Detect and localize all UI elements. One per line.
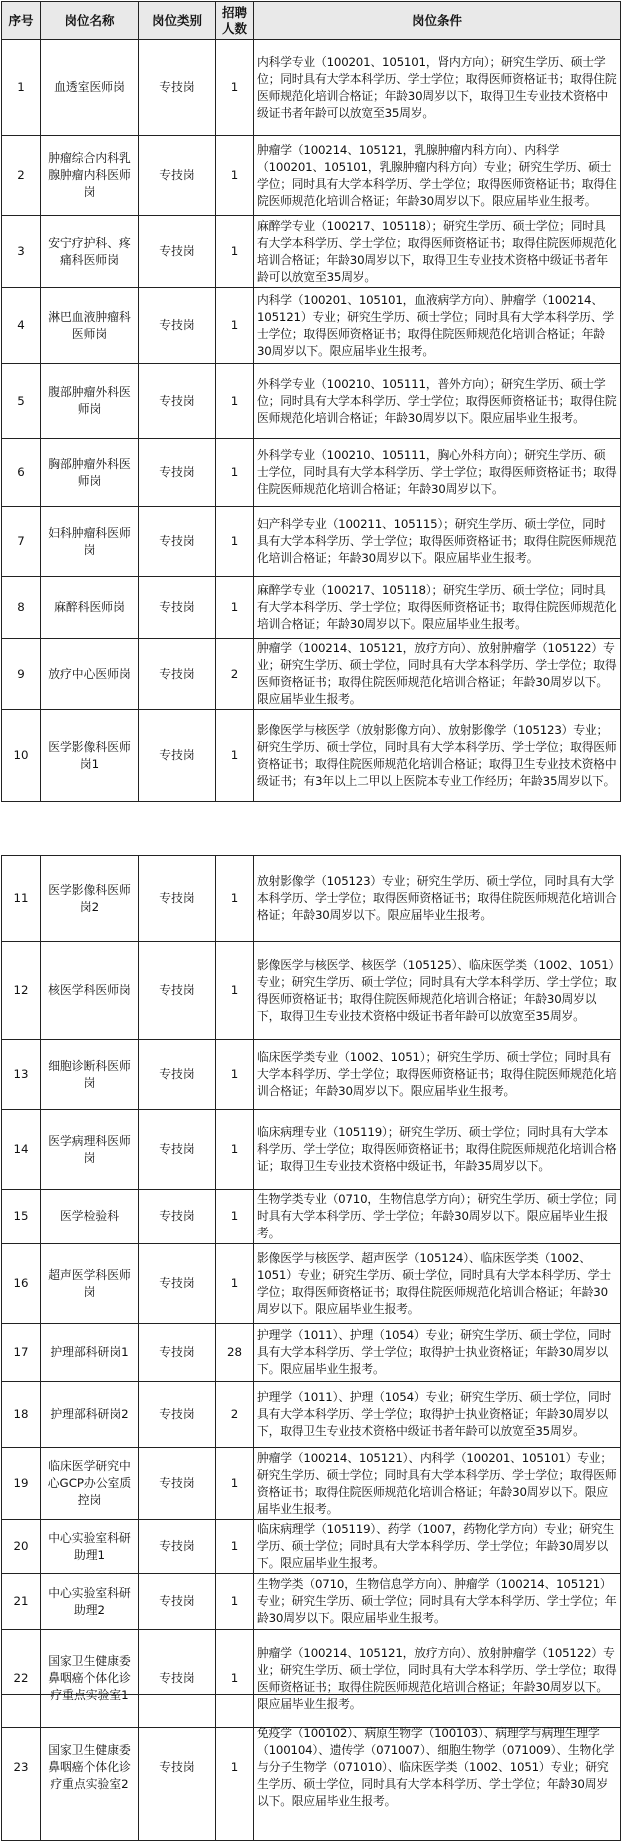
- row-count: 1: [216, 1110, 254, 1190]
- row-type: 专技岗: [139, 288, 216, 364]
- table-row: [2, 942, 621, 1040]
- row-seq: 23: [2, 1695, 41, 1841]
- row-seq: 12: [2, 942, 41, 1040]
- header-seq: 序号: [2, 2, 41, 40]
- table-row: [2, 1040, 621, 1110]
- row-seq: 4: [2, 288, 41, 364]
- row-count: 1: [216, 577, 254, 639]
- header-cond: 岗位条件: [254, 2, 621, 40]
- row-seq: 18: [2, 1382, 41, 1448]
- table-row: [2, 439, 621, 507]
- table-row: [2, 1324, 621, 1382]
- row-seq: 21: [2, 1574, 41, 1630]
- row-seq: 1: [2, 40, 41, 136]
- row-seq: 17: [2, 1324, 41, 1382]
- row-cond: 妇产科学专业（100211、105115）；研究生学历、硕士学位，同时具有大学本科学历、学士学位；取得医师资格证书；取得住院医师规范化培训合格证；年龄30周岁以下。限应届毕业生报考。: [254, 507, 621, 577]
- row-cond: 肿瘤学（100214、105121，乳腺肿瘤内科方向）、内科学（100201、105101，乳腺肿瘤内科方向）专业；研究生学历、硕士学位；同时具有大学本科学历、学士学位；取得医师资格证书；取得住院医师规范化培训合格证；年龄30周岁以下。限应届毕业生报考。: [254, 136, 621, 216]
- row-name: 放疗中心医师岗: [41, 639, 139, 710]
- row-type: 专技岗: [139, 1448, 216, 1520]
- row-type: 专技岗: [139, 1695, 216, 1841]
- row-seq: 11: [2, 856, 41, 942]
- row-name: 中心实验室科研助理2: [41, 1574, 139, 1630]
- row-name: 腹部肿瘤外科医师岗: [41, 364, 139, 439]
- table-row: [2, 1382, 621, 1448]
- row-seq: 7: [2, 507, 41, 577]
- row-name: 超声医学科医师岗: [41, 1244, 139, 1324]
- row-type: 专技岗: [139, 1324, 216, 1382]
- table-header-row: [2, 2, 621, 40]
- row-cond: 肿瘤学（100214、105121）、内科学（100201、105101）专业；研究生学历、硕士学位；同时具有大学本科学历、学士学位；取得医师资格证书；取得住院医师规范化培训合格证；年龄30周岁以下。限应届毕业生报考。: [254, 1448, 621, 1520]
- table-row: [2, 639, 621, 710]
- header-name: 岗位名称: [41, 2, 139, 40]
- table-row: [2, 1244, 621, 1324]
- row-name: 医学影像科医师岗1: [41, 710, 139, 802]
- row-name: 临床医学研究中心GCP办公室质控岗: [41, 1448, 139, 1520]
- row-cond: 放射影像学（105123）专业；研究生学历、硕士学位，同时具有大学本科学历、学士学位；取得医师资格证书；取得住院医师规范化培训合格证；年龄30周岁以下。限应届毕业生报考。: [254, 856, 621, 942]
- row-type: 专技岗: [139, 507, 216, 577]
- row-name: 护理部科研岗1: [41, 1324, 139, 1382]
- row-cond: 肿瘤学（100214、105121，放疗方向）、放射肿瘤学（105122）专业；研究生学历、硕士学位，同时具有大学本科学历、学士学位；取得医师资格证书；取得住院医师规范化培训合格证；年龄30周岁以下。限应届毕业生报考。: [254, 1630, 621, 1728]
- row-type: 专技岗: [139, 1110, 216, 1190]
- row-count: 1: [216, 507, 254, 577]
- row-name: 妇科肿瘤科医师岗: [41, 507, 139, 577]
- row-seq: 13: [2, 1040, 41, 1110]
- row-seq: 22: [2, 1630, 41, 1728]
- row-type: 专技岗: [139, 439, 216, 507]
- table-row: [2, 507, 621, 577]
- row-count: 28: [216, 1324, 254, 1382]
- row-seq: 10: [2, 710, 41, 802]
- row-seq: 3: [2, 216, 41, 288]
- row-cond: 临床医学类专业（1002、1051）；研究生学历、硕士学位；同时具有大学本科学历、学士学位；取得医师资格证书；取得住院医师规范化培训合格证；年龄30周岁以下。限应届毕业生报考。: [254, 1040, 621, 1110]
- row-count: 1: [216, 1630, 254, 1728]
- row-cond: 护理学（1011）、护理（1054）专业；研究生学历、硕士学位，同时具有大学本科学历、学士学位；取得护士执业资格证；年龄30周岁以下。限应届毕业生报考。: [254, 1324, 621, 1382]
- row-count: 1: [216, 710, 254, 802]
- row-name: 安宁疗护科、疼痛科医师岗: [41, 216, 139, 288]
- row-count: 2: [216, 1382, 254, 1448]
- row-type: 专技岗: [139, 1630, 216, 1728]
- row-cond: 影像医学与核医学、核医学（105125）、临床医学类（1002、1051）专业；研究生学历、硕士学位；同时具有大学本科学历、学士学位；取得医师资格证书；取得住院医师规范化培训合格证；年龄30周岁以下，取得卫生专业技术资格中级证书者年龄可以放宽至35周岁。: [254, 942, 621, 1040]
- positions-table-part-3: [1, 1694, 621, 1841]
- row-type: 专技岗: [139, 856, 216, 942]
- row-count: 1: [216, 288, 254, 364]
- row-seq: 9: [2, 639, 41, 710]
- row-type: 专技岗: [139, 1040, 216, 1110]
- row-count: 1: [216, 439, 254, 507]
- row-count: 1: [216, 1190, 254, 1244]
- row-count: 1: [216, 216, 254, 288]
- row-name: 胸部肿瘤外科医师岗: [41, 439, 139, 507]
- positions-table-part-1: [1, 1, 621, 802]
- row-name: 麻醉科医师岗: [41, 577, 139, 639]
- table-row: [2, 288, 621, 364]
- row-cond: 麻醉学专业（100217、105118）；研究生学历、硕士学位；同时具有大学本科学历、学士学位；取得医师资格证书；取得住院医师规范化培训合格证；年龄30周岁以下，取得卫生专业技术资格中级证书者年龄可以放宽至35周岁。: [254, 216, 621, 288]
- row-type: 专技岗: [139, 1574, 216, 1630]
- row-type: 专技岗: [139, 1190, 216, 1244]
- table-row: [2, 216, 621, 288]
- row-cond: 生物学类（0710，生物信息学方向）、肿瘤学（100214、105121）专业；研究生学历、硕士学位；同时具有大学本科学历、学士学位；年龄30周岁以下。限应届毕业生报考。: [254, 1574, 621, 1630]
- header-count: 招聘人数: [216, 2, 254, 40]
- row-cond: 内科学（100201、105101，血液病学方向）、肿瘤学（100214、105121）专业；研究生学历、硕士学位；同时具有大学本科学历、学士学位；取得医师资格证书；取得住院医师规范化培训合格证；年龄30周岁以下。限应届毕业生报考。: [254, 288, 621, 364]
- row-seq: 20: [2, 1520, 41, 1574]
- row-cond: 外科学专业（100210、105111，胸心外科方向）；研究生学历、硕士学位，同时具有大学本科学历、学士学位；取得医师资格证书；取得住院医师规范化培训合格证；年龄30周岁以下。: [254, 439, 621, 507]
- row-seq: 8: [2, 577, 41, 639]
- table-row: [2, 364, 621, 439]
- row-count: 2: [216, 639, 254, 710]
- row-type: 专技岗: [139, 710, 216, 802]
- table-row: [2, 1520, 621, 1574]
- row-seq: 2: [2, 136, 41, 216]
- row-name: 国家卫生健康委鼻咽癌个体化诊疗重点实验室1: [41, 1630, 139, 1728]
- row-name: 国家卫生健康委鼻咽癌个体化诊疗重点实验室2: [41, 1695, 139, 1841]
- row-seq: 6: [2, 439, 41, 507]
- row-count: 1: [216, 1040, 254, 1110]
- row-type: 专技岗: [139, 136, 216, 216]
- row-count: 1: [216, 1244, 254, 1324]
- row-count: 1: [216, 1520, 254, 1574]
- row-type: 专技岗: [139, 40, 216, 136]
- row-seq: 19: [2, 1448, 41, 1520]
- row-seq: 14: [2, 1110, 41, 1190]
- table-row: [2, 1110, 621, 1190]
- row-seq: 15: [2, 1190, 41, 1244]
- row-name: 医学检验科: [41, 1190, 139, 1244]
- row-type: 专技岗: [139, 577, 216, 639]
- row-name: 肿瘤综合内科乳腺肿瘤内科医师岗: [41, 136, 139, 216]
- table-row: [2, 577, 621, 639]
- table-row: [2, 710, 621, 802]
- table-row: [2, 136, 621, 216]
- row-type: 专技岗: [139, 639, 216, 710]
- header-type: 岗位类别: [139, 2, 216, 40]
- row-name: 核医学科医师岗: [41, 942, 139, 1040]
- row-type: 专技岗: [139, 1520, 216, 1574]
- row-count: 1: [216, 40, 254, 136]
- row-count: 1: [216, 1695, 254, 1841]
- table-row: [2, 856, 621, 942]
- row-count: 1: [216, 1574, 254, 1630]
- row-name: 护理部科研岗2: [41, 1382, 139, 1448]
- row-name: 细胞诊断科医师岗: [41, 1040, 139, 1110]
- row-cond: 护理学（1011）、护理（1054）专业；研究生学历、硕士学位，同时具有大学本科学历、学士学位；取得护士执业资格证；年龄30周岁以下，取得卫生专业技术资格中级证书者年龄可以放宽至35周岁。: [254, 1382, 621, 1448]
- row-cond: 外科学专业（100210、105111，普外方向）；研究生学历、硕士学位；同时具有大学本科学历、学士学位；取得医师资格证书；取得住院医师规范化培训合格证；年龄30周岁以下。限应届毕业生报考。: [254, 364, 621, 439]
- row-cond: 临床病理专业（105119）；研究生学历、硕士学位；同时具有大学本科学历、学士学位；取得医师资格证书；取得住院医师规范化培训合格证；取得卫生专业技术资格中级证书，年龄35周岁以下。: [254, 1110, 621, 1190]
- row-seq: 16: [2, 1244, 41, 1324]
- row-cond: 免疫学（100102）、病原生物学（100103）、病理学与病理生理学（100104）、遗传学（071007）、细胞生物学（071009）、生物化学与分子生物学（071010）、临床医学类（1002、1051）专业；研究生学历、硕士学位，同时具有大学本科学历、学士学位；年龄30周岁以下。限应届毕业生报考。: [254, 1695, 621, 1841]
- row-count: 1: [216, 364, 254, 439]
- positions-table-part-2: [1, 855, 621, 1728]
- row-count: 1: [216, 136, 254, 216]
- table-row: [2, 1574, 621, 1630]
- row-count: 1: [216, 856, 254, 942]
- row-cond: 生物学类专业（0710，生物信息学方向）；研究生学历、硕士学位；同时具有大学本科学历、学士学位；年龄30周岁以下。限应届毕业生报考。: [254, 1190, 621, 1244]
- row-type: 专技岗: [139, 942, 216, 1040]
- row-cond: 肿瘤学（100214、105121，放疗方向）、放射肿瘤学（105122）专业；研究生学历、硕士学位，同时具有大学本科学历、学士学位；取得医师资格证书；取得住院医师规范化培训合格证；年龄30周岁以下。限应届毕业生报考。: [254, 639, 621, 710]
- row-name: 医学病理科医师岗: [41, 1110, 139, 1190]
- table-row: [2, 1190, 621, 1244]
- row-type: 专技岗: [139, 1244, 216, 1324]
- row-cond: 影像医学与核医学、超声医学（105124）、临床医学类（1002、1051）专业；研究生学历、硕士学位，同时具有大学本科学历、学士学位；取得医师资格证书；取得住院医师规范化培训合格证；年龄30周岁以下。限应届毕业生报考。: [254, 1244, 621, 1324]
- row-name: 中心实验室科研助理1: [41, 1520, 139, 1574]
- row-type: 专技岗: [139, 364, 216, 439]
- row-cond: 麻醉学专业（100217、105118）；研究生学历、硕士学位；同时具有大学本科学历、学士学位；取得医师资格证书；取得住院医师规范化培训合格证；年龄30周岁以下。限应届毕业生报考。: [254, 577, 621, 639]
- row-count: 1: [216, 1448, 254, 1520]
- row-name: 血透室医师岗: [41, 40, 139, 136]
- row-count: 1: [216, 942, 254, 1040]
- table-row: [2, 1695, 621, 1841]
- row-cond: 内科学专业（100201、105101，肾内方向）；研究生学历、硕士学位；同时具有大学本科学历、学士学位；取得医师资格证书；取得住院医师规范化培训合格证；年龄30周岁以下，取得卫生专业技术资格中级证书者年龄可以放宽至35周岁。: [254, 40, 621, 136]
- row-cond: 影像医学与核医学（放射影像方向）、放射影像学（105123）专业；研究生学历、硕士学位，同时具有大学本科学历、学士学位；取得医师资格证书；取得住院医师规范化培训合格证；取得卫生专业技术资格中级证书；有3年以上二甲以上医院本专业工作经历；年龄35周岁以下。: [254, 710, 621, 802]
- row-cond: 临床病理学（105119）、药学（1007，药物化学方向）专业；研究生学历、硕士学位；同时具有大学本科学历、学士学位；年龄30周岁以下。限应届毕业生报考。: [254, 1520, 621, 1574]
- row-type: 专技岗: [139, 1382, 216, 1448]
- row-name: 淋巴血液肿瘤科医师岗: [41, 288, 139, 364]
- table-row: [2, 40, 621, 136]
- row-type: 专技岗: [139, 216, 216, 288]
- row-name: 医学影像科医师岗2: [41, 856, 139, 942]
- row-seq: 5: [2, 364, 41, 439]
- table-row: [2, 1448, 621, 1520]
